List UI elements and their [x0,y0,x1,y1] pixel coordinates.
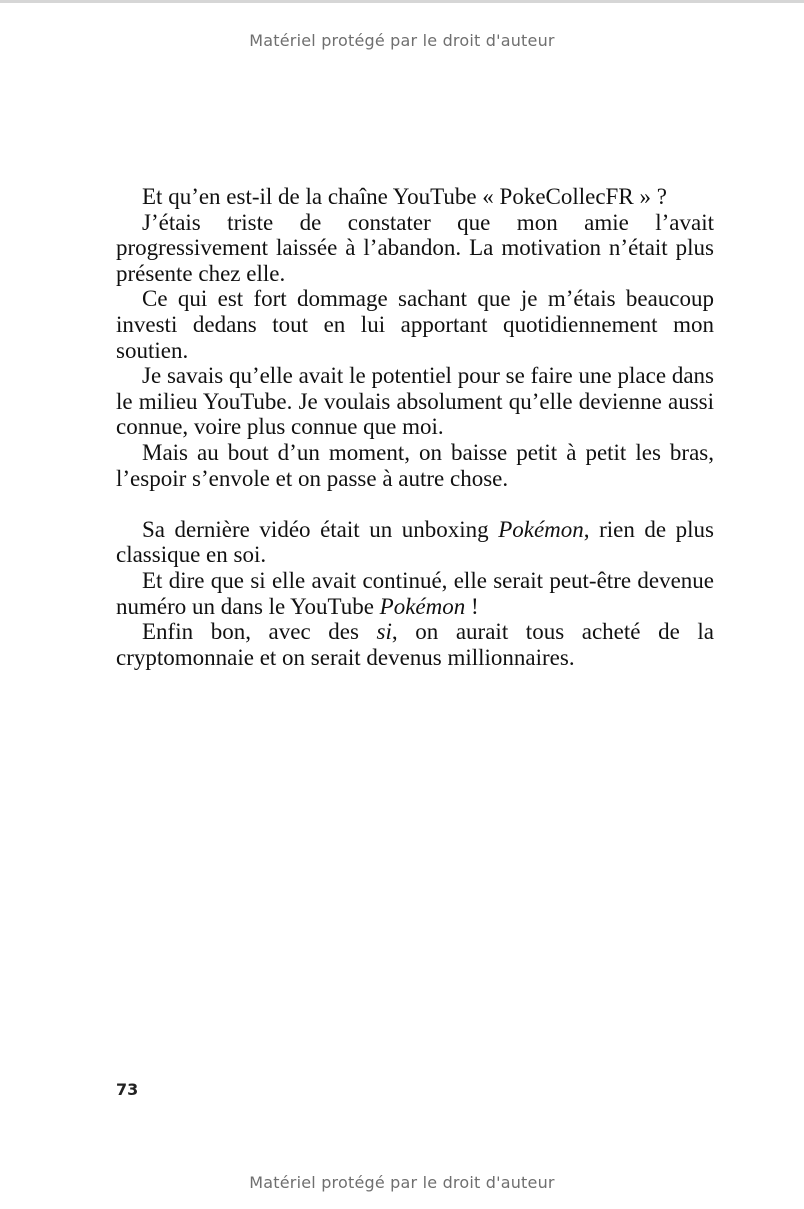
paragraph-4: Je savais qu’elle avait le potentiel pour se faire une place dans le milieu YouTube. Je voulais absolument qu’elle devienne aussi connue, voire plus connue que moi. [116,363,714,440]
paragraph-7-italic: Pokémon [379,593,466,619]
paragraph-7-text-c: ! [465,593,479,619]
paragraph-3: Ce qui est fort dommage sachant que je m’étais beaucoup investi dedans tout en lui apportant quotidiennement mon soutien. [116,286,714,363]
page-number: 73 [116,1080,139,1099]
paragraph-7-text-a: Et dire que si elle avait continué, elle serait peut-être devenue numéro un dans le YouTube [116,567,714,619]
paragraph-5: Mais au bout d’un moment, on baisse petit à petit les bras, l’espoir s’envole et on passe à autre chose. [116,439,714,491]
paragraph-2: J’étais triste de constater que mon amie l’avait progressivement laissée à l’abandon. La motivation n’était plus présente chez elle. [116,209,714,286]
copyright-watermark-bottom: Matériel protégé par le droit d'auteur [249,1173,555,1192]
paragraph-7 [116,568,714,619]
paragraph-1: Et qu’en est-il de la chaîne YouTube « PokeCollecFR » ? [142,184,667,209]
paragraph-6-italic: Pokémon [498,516,584,542]
copyright-watermark-top: Matériel protégé par le droit d'auteur [249,31,555,50]
top-divider [0,0,804,3]
paragraph-8-italic: si [376,619,392,645]
paragraph-6 [116,517,714,568]
section-break [116,491,714,517]
paragraph-8 [116,619,714,670]
paragraph-6-text-c: , rien de plus classique en soi. [116,516,714,568]
page-body [116,184,714,670]
paragraph-8-text-a: Enfin bon, avec des [142,619,377,645]
paragraph-8-text-c: , on aurait tous acheté de la cryptomonnaie et on serait devenus millionnaires. [116,619,714,670]
paragraph-6-text-a: Sa dernière vidéo était un unboxing [142,516,499,542]
